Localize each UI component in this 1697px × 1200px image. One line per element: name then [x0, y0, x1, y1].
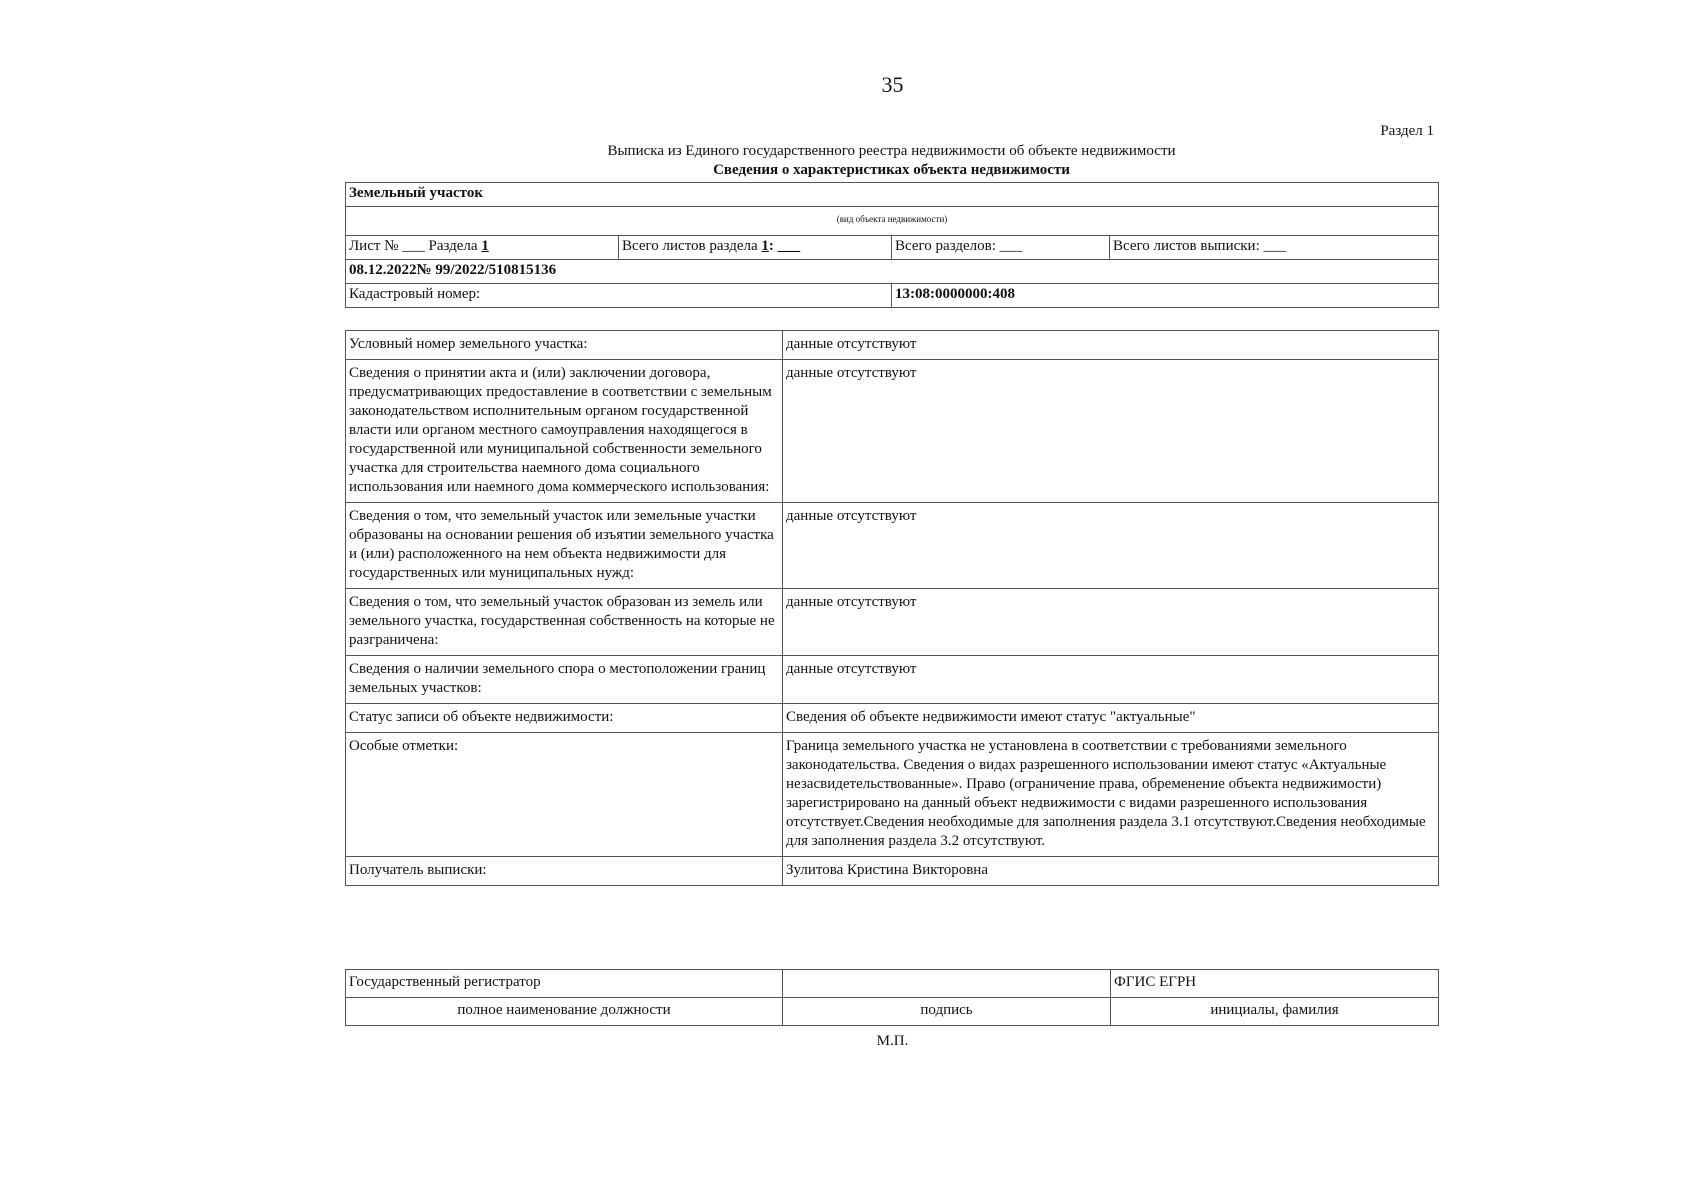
total-sheets-value: 1 [761, 238, 769, 254]
page-number: 35 [881, 72, 904, 97]
object-type-hint: (вид объекта недвижимости) [346, 207, 1439, 236]
field-value: данные отсутствуют [783, 589, 1439, 656]
field-label: Условный номер земельного участка: [346, 331, 783, 360]
caption-signature: подпись [783, 998, 1111, 1026]
total-sections: Всего разделов: ___ [892, 236, 1110, 260]
sheet-number [346, 236, 619, 260]
field-value: Зулитова Кристина Викторовна [783, 857, 1439, 886]
sheet-section: 1 [481, 238, 489, 254]
caption-position: полное наименование должности [346, 998, 783, 1026]
field-label: Сведения о том, что земельный участок или земельные участки образованы на основании решения об изъятии земельного участка и (или) расположенного на нем объекта недвижимости для государственных или муниципальных нужд: [346, 503, 783, 589]
registrar-position: Государственный регистратор [346, 970, 783, 998]
total-extract-sheets: Всего листов выписки: ___ [1110, 236, 1439, 260]
sheet-label: Лист № ___ Раздела [349, 238, 482, 254]
section-label: Раздел 1 [1380, 123, 1434, 139]
signature-table [345, 969, 1439, 1026]
table-row [346, 360, 1439, 503]
field-value: Сведения об объекте недвижимости имеют статус "актуальные" [783, 704, 1439, 733]
caption-name: инициалы, фамилия [1111, 998, 1439, 1026]
stamp-place: М.П. [876, 1033, 909, 1049]
field-value: данные отсутствуют [783, 656, 1439, 704]
table-row [346, 704, 1439, 733]
field-label: Сведения о принятии акта и (или) заключении договора, предусматривающих предоставление в соответствии с земельным законодательством исполнительным органом государственной власти или органом местного самоуправления находящегося в государственной или муниципальной собственности земельного участка для строительства наемного дома социального использования или наемного дома коммерческого использования: [346, 360, 783, 503]
table-row [346, 589, 1439, 656]
field-label: Статус записи об объекте недвижимости: [346, 704, 783, 733]
field-label: Сведения о том, что земельный участок образован из земель или земельного участка, государственная собственность на которые не разграничена: [346, 589, 783, 656]
table-row [346, 331, 1439, 360]
total-sheets [619, 236, 892, 260]
fields-table [345, 330, 1439, 886]
field-value: данные отсутствуют [783, 360, 1439, 503]
table-row [346, 733, 1439, 857]
cadastral-value: 13:08:0000000:408 [892, 284, 1439, 308]
table-row [346, 503, 1439, 589]
field-value: данные отсутствуют [783, 331, 1439, 360]
field-value: данные отсутствуют [783, 503, 1439, 589]
document-subtitle: Сведения о характеристиках объекта недвижимости [713, 162, 1070, 178]
registrar-signature [783, 970, 1111, 998]
table-row [346, 656, 1439, 704]
cadastral-label: Кадастровый номер: [346, 284, 892, 308]
field-value: Граница земельного участка не установлена в соответствии с требованиями земельного законодательства. Сведения о видах разрешенного использовании имеют статус «Актуальные незасвидетельствованные». Право (ограничение права, обременение объекта недвижимости) зарегистрировано на данный объект недвижимости с видами разрешенного использования отсутствует.Сведения необходимые для заполнения раздела 3.1 отсутствуют.Сведения необходимые для заполнения раздела 3.2 отсутствуют. [783, 733, 1439, 857]
total-sheets-suffix: : ___ [768, 238, 801, 254]
field-label: Особые отметки: [346, 733, 783, 857]
field-label: Сведения о наличии земельного спора о местоположении границ земельных участков: [346, 656, 783, 704]
field-label: Получатель выписки: [346, 857, 783, 886]
document-title: Выписка из Единого государственного реестра недвижимости об объекте недвижимости [607, 143, 1176, 159]
table-row [346, 857, 1439, 886]
registrar-name: ФГИС ЕГРН [1111, 970, 1439, 998]
object-type: Земельный участок [346, 183, 1439, 207]
header-table [345, 182, 1439, 308]
total-sheets-label: Всего листов раздела [622, 238, 762, 254]
date-number: 08.12.2022№ 99/2022/510815136 [346, 260, 1439, 284]
